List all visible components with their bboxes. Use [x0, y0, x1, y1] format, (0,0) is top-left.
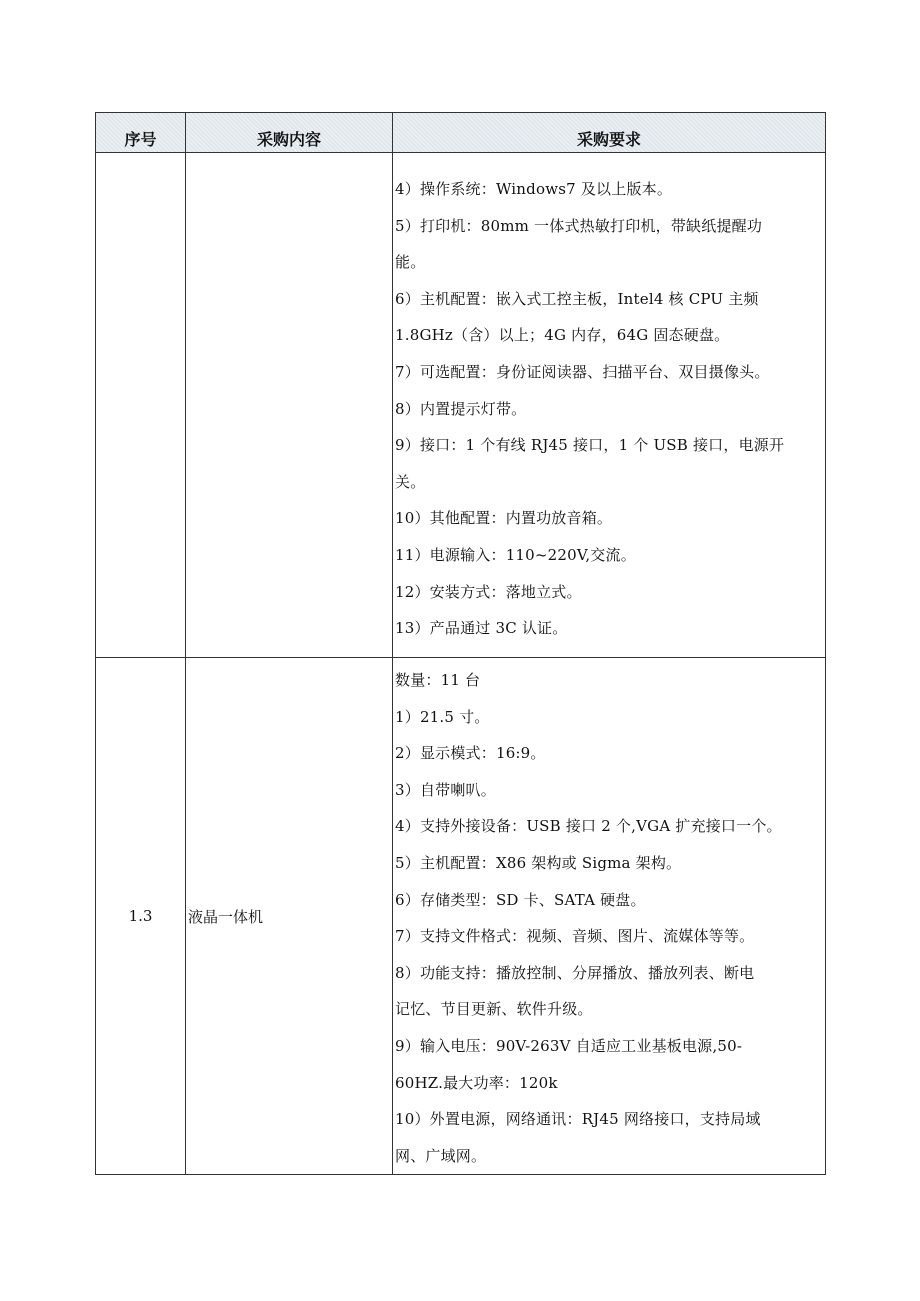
row-requirements: [393, 153, 826, 658]
row-requirements: [393, 658, 826, 1175]
row-item-name: 液晶一体机: [186, 658, 393, 1175]
header-procurement-requirement: 采购要求: [393, 113, 826, 153]
requirement-line: 10）其他配置：内置功放音箱。: [395, 509, 613, 528]
row-serial-no: [96, 153, 186, 658]
row-serial-no: 1.3: [96, 658, 186, 1175]
requirement-line: 12）安装方式：落地立式。: [395, 582, 582, 601]
requirement-line: 8）内置提示灯带。: [395, 399, 527, 418]
requirement-line: 8）功能支持：播放控制、分屏播放、播放列表、断电: [395, 963, 755, 982]
requirement-line: 关。: [395, 472, 426, 491]
table-row: [96, 153, 826, 658]
requirement-line: 1）21.5 寸。: [395, 707, 490, 726]
table-header-row: [96, 113, 826, 153]
requirement-line: 7）可选配置：身份证阅读器、扫描平台、双目摄像头。: [395, 362, 770, 381]
requirement-line: 记忆、节目更新、软件升级。: [395, 1000, 593, 1019]
requirement-line: 3）自带喇叭。: [395, 780, 496, 799]
header-serial-no: 序号: [96, 113, 186, 153]
requirement-line: 7）支持文件格式：视频、音频、图片、流媒体等等。: [395, 927, 755, 946]
row-item-name: [186, 153, 393, 658]
requirement-line: 能。: [395, 253, 426, 272]
table-row: [96, 658, 826, 1175]
requirement-line: 9）输入电压：90V-263V 自适应工业基板电源,50-: [395, 1036, 743, 1055]
requirement-line: 5）主机配置：X86 架构或 Sigma 架构。: [395, 853, 682, 872]
requirement-line: 4）支持外接设备：USB 接口 2 个,VGA 扩充接口一个。: [395, 817, 782, 836]
requirement-line: 1.8GHz（含）以上；4G 内存，64G 固态硬盘。: [395, 326, 730, 345]
requirement-line: 9）接口：1 个有线 RJ45 接口，1 个 USB 接口，电源开: [395, 436, 785, 455]
requirement-line: 6）主机配置：嵌入式工控主板，Intel4 核 CPU 主频: [395, 289, 759, 308]
requirement-line: 6）存储类型：SD 卡、SATA 硬盘。: [395, 890, 646, 909]
requirement-line: 4）操作系统：Windows7 及以上版本。: [395, 180, 673, 198]
requirement-line: 13）产品通过 3C 认证。: [395, 619, 568, 638]
requirement-line: 5）打印机：80mm 一体式热敏打印机，带缺纸提醒功: [395, 216, 763, 235]
header-procurement-item: 采购内容: [186, 113, 393, 153]
requirement-line: 网、广域网。: [395, 1146, 487, 1165]
requirement-line: 数量：11 台: [395, 671, 481, 689]
requirement-line: 10）外置电源，网络通讯：RJ45 网络接口，支持局域: [395, 1110, 761, 1129]
requirement-line: 60HZ.最大功率：120k: [395, 1073, 558, 1092]
requirement-line: 11）电源输入：110~220V,交流。: [395, 545, 636, 564]
procurement-table: [95, 112, 826, 1175]
requirement-line: 2）显示模式：16:9。: [395, 744, 546, 763]
